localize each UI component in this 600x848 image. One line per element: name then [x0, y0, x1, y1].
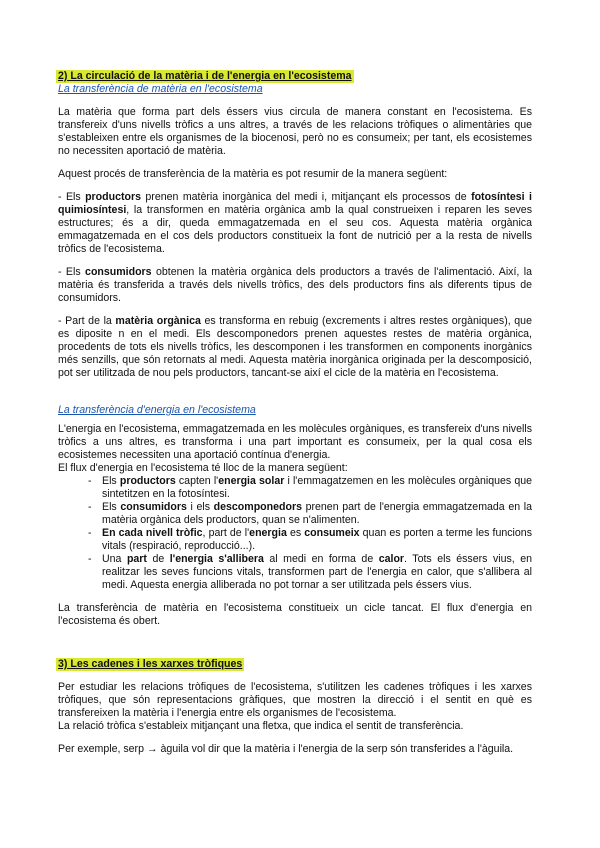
section-2-heading: 2) La circulació de la matèria i de l'energia en l'ecosistema [58, 70, 352, 82]
section-3-heading: 3) Les cadenes i les xarxes tròfiques [58, 658, 243, 670]
list-item: - Els productors capten l'energia solar i l'emmagatzemen en les molècules orgàniques que sintetitzen en la fotosíntesi. [88, 475, 532, 500]
paragraph-matter-intro: La matèria que forma part dels éssers vius circula de manera constant en l'ecosistema. Es transfereix d'uns nivells tròfics a uns altres, a través de les relacions tròfiques o alimentàries que s'estableixen entre els organismes de la biocenosi, però no es consumeix; per tant, els ecosistemes no necessiten aportació de matèria. [58, 106, 532, 157]
paragraph-closed-cycle: La transferència de matèria en l'ecosistema constitueix un cicle tancat. El flux d'energia en l'ecosistema és obert. [58, 602, 532, 627]
list-item: - En cada nivell tròfic, part de l'energia es consumeix quan es porten a terme les funcions vitals (respiració, reproducció...). [88, 527, 532, 552]
paragraph-process-summary: Aquest procés de transferència de la matèria es pot resumir de la manera següent: [58, 168, 448, 180]
document-page [58, 70, 532, 756]
list-item: - Una part de l'energia s'allibera al medi en forma de calor. Tots els éssers vius, en realitzar les seves funcions vitals, transformen part de l'energia en calor, que s'allibera al medi. Aquesta energia alliberada no pot tornar a ser utilitzada pels éssers vius. [88, 553, 533, 591]
paragraph-energy-intro: L'energia en l'ecosistema, emmagatzemada en les molècules orgàniques, es transfereix d'uns nivells tròfics a uns altres, es transforma i una part important es consumeix, per la qual cosa els ecosistemes necessiten una aportació contínua d'energia. [58, 423, 532, 461]
paragraph-consumers: - Els consumidors obtenen la matèria orgànica dels productors a través de l'alimentació. Així, la matèria és transferida a través dels nivells tròfics, des dels productors fins als diferents tipus de consumidors. [58, 266, 532, 304]
energy-flow-list [58, 475, 532, 592]
subheading-matter-transfer: La transferència de matèria en l'ecosistema [58, 83, 263, 95]
paragraph-food-chains: Per estudiar les relacions tròfiques de l'ecosistema, s'utilitzen les cadenes tròfiques i les xarxes tròfiques, que són representacions gràfiques, que mostren la direcció i el sentit en què es transfereixen la matèria i l'energia entre els organismes de l'ecosistema. [58, 681, 532, 719]
paragraph-producers: - Els productors prenen matèria inorgànica del medi i, mitjançant els processos de fotosíntesi i quimiosíntesi, la transformen en matèria orgànica amb la qual construeixen i reparen les seves estructures; és a dir, queda emmagatzemada en el seu cos. Aquesta matèria orgànica emmagatzemada en el cos dels productors constitueix la font de nutrició per a la resta de nivells tròfics de l'ecosistema. [58, 191, 532, 255]
subheading-energy-transfer: La transferència d'energia en l'ecosistema [58, 404, 256, 416]
paragraph-energy-flow: El flux d'energia en l'ecosistema té lloc de la manera següent: [58, 462, 348, 474]
paragraph-organic-matter: - Part de la matèria orgànica es transforma en rebuig (excrements i altres restes orgàniques), que es diposite n en el medi. Els descomponedors prenen aquestes restes de matèria orgànica, procedents de tots els nivells tròfics, les descomponen i les transformen en components inorgànics més senzills, que són retornats al medi. Aquesta matèria inorgànica originada per la descomposició, pot ser utilitzada de nou pels productors, tancant-se així el cicle de la matèria en l'ecosistema. [58, 315, 532, 379]
paragraph-arrow-relation: La relació tròfica s'estableix mitjançant una fletxa, que indica el sentit de transferència. [58, 720, 464, 732]
paragraph-example: Per exemple, serp → àguila vol dir que la matèria i l'energia de la serp són transferides a l'àguila. [58, 743, 514, 755]
list-item: - Els consumidors i els descomponedors prenen part de l'energia emmagatzemada en la matèria orgànica dels productors, quan se n'alimenten. [88, 501, 532, 526]
